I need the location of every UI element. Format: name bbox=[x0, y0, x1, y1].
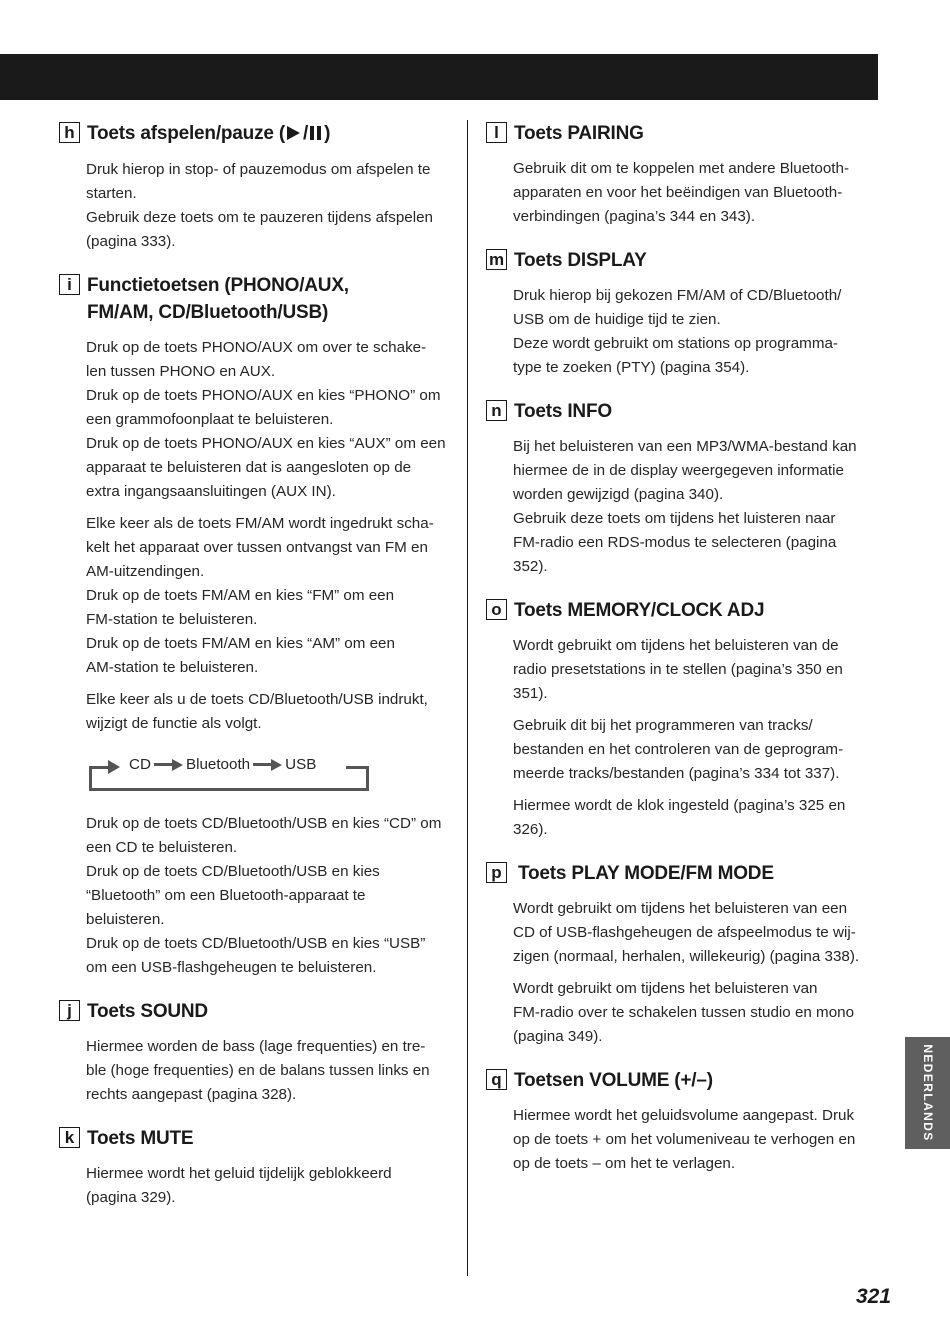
section-heading bbox=[486, 120, 878, 147]
key-label: n bbox=[486, 400, 507, 421]
cycle-item-bluetooth: Bluetooth bbox=[185, 756, 251, 773]
section-n bbox=[486, 398, 878, 579]
page-number: 321 bbox=[856, 1285, 892, 1308]
section-o bbox=[486, 597, 878, 842]
paragraph: Hiermee wordt de klok ingesteld (pagina’s 325 en 326). bbox=[513, 797, 846, 838]
section-q bbox=[486, 1067, 878, 1176]
paragraph: Elke keer als u de toets CD/Bluetooth/USB indrukt, wijzigt de functie als volgt. bbox=[86, 691, 428, 732]
column-divider bbox=[467, 120, 468, 1276]
section-heading bbox=[486, 398, 878, 425]
key-label: q bbox=[486, 1069, 507, 1090]
language-tab bbox=[905, 1037, 950, 1149]
key-label: k bbox=[59, 1127, 80, 1148]
section-title: Toetsen VOLUME (+/–) bbox=[514, 1070, 713, 1091]
section-heading bbox=[59, 272, 451, 326]
left-column bbox=[59, 120, 451, 1224]
section-heading bbox=[59, 120, 451, 148]
play-icon bbox=[287, 126, 300, 140]
arrow-right-icon bbox=[108, 760, 120, 774]
paragraph: Gebruik deze toets om te pauzeren tijdens afspelen (pagina 333). bbox=[86, 209, 433, 250]
arrow-right-icon bbox=[154, 759, 183, 771]
key-label: l bbox=[486, 122, 507, 143]
section-k bbox=[59, 1125, 451, 1210]
paragraph: Druk hierop bij gekozen FM/AM of CD/Bluetooth/ USB om de huidige tijd te zien. Deze wordt gebruikt om stations op programma- type te zoeken (PTY) (pagina 354). bbox=[513, 287, 842, 376]
section-title: Toets INFO bbox=[514, 401, 612, 422]
paragraph: Hiermee worden de bass (lage frequenties) en tre- ble (hoge frequenties) en de balans tussen links en rechts aangepast (pagina 328). bbox=[86, 1038, 430, 1103]
section-heading bbox=[59, 1125, 451, 1152]
language-tab-label: NEDERLANDS bbox=[920, 1044, 935, 1142]
paragraph: Hiermee wordt het geluid tijdelijk geblokkeerd (pagina 329). bbox=[86, 1165, 392, 1206]
section-heading bbox=[486, 597, 878, 624]
cycle-item-cd: CD bbox=[129, 756, 151, 773]
section-m bbox=[486, 247, 878, 380]
paragraph: Gebruik dit om te koppelen met andere Bluetooth- apparaten en voor het beëindigen van Bluetooth- verbindingen (pagina’s 344 en 343). bbox=[513, 160, 850, 225]
paragraph: Wordt gebruikt om tijdens het beluisteren van een CD of USB-flashgeheugen de afspeelmodus te wij- zigen (normaal, herhalen, willekeurig) (pagina 338). bbox=[513, 900, 860, 965]
section-p bbox=[486, 860, 878, 1049]
section-heading bbox=[59, 998, 451, 1025]
section-title: Toets PAIRING bbox=[514, 123, 644, 144]
section-title: Toets PLAY MODE/FM MODE bbox=[518, 863, 774, 884]
paragraph: Wordt gebruikt om tijdens het beluisteren van FM-radio over te schakelen tussen studio en mono (pagina 349). bbox=[513, 980, 855, 1045]
source-cycle-diagram bbox=[86, 754, 366, 790]
section-title: Functietoetsen (PHONO/AUX, FM/AM, CD/Bluetooth/USB) bbox=[87, 275, 349, 323]
key-label: p bbox=[486, 862, 507, 883]
arrow-right-icon bbox=[253, 759, 282, 771]
right-column bbox=[486, 120, 878, 1190]
cycle-item-usb: USB bbox=[285, 756, 317, 773]
paragraph: Bij het beluisteren van een MP3/WMA-bestand kan hiermee de in de display weergegeven informatie worden gewijzigd (pagina 340). Gebruik deze toets om tijdens het luisteren naar FM-radio een RDS-modus te selecteren (pagina 352). bbox=[513, 438, 857, 575]
paragraph: Druk op de toets PHONO/AUX om over te schake- len tussen PHONO en AUX. Druk op de toets PHONO/AUX en kies “PHONO” om een grammofoonplaat te beluisteren. Druk op de toets PHONO/AUX en kies “AUX” om een apparaat te beluisteren dat is aangesloten op de extra ingangsaansluitingen (AUX IN). bbox=[86, 339, 446, 500]
key-label: m bbox=[486, 249, 507, 270]
section-l bbox=[486, 120, 878, 229]
key-label: h bbox=[59, 122, 80, 143]
key-label: j bbox=[59, 1000, 80, 1021]
section-i bbox=[59, 272, 451, 980]
paragraph: Elke keer als de toets FM/AM wordt ingedrukt scha- kelt het apparaat over tussen ontvangst van FM en AM-uitzendingen. Druk op de toets FM/AM en kies “FM” om een FM-station te beluisteren. Druk op de toets FM/AM en kies “AM” om een AM-station te beluisteren. bbox=[86, 515, 434, 676]
section-heading bbox=[486, 247, 878, 274]
section-title: Toets DISPLAY bbox=[514, 250, 647, 271]
section-h bbox=[59, 120, 451, 254]
key-label: i bbox=[59, 274, 80, 295]
section-heading bbox=[486, 1067, 878, 1094]
pause-icon bbox=[310, 121, 324, 148]
section-title: Toets MUTE bbox=[87, 1128, 194, 1149]
paragraph: Wordt gebruikt om tijdens het beluisteren van de radio presetstations in te stellen (pagina’s 350 en 351). bbox=[513, 637, 843, 702]
key-label: o bbox=[486, 599, 507, 620]
section-title: Toets afspelen/pauze ( / ) bbox=[87, 120, 330, 148]
section-title: Toets MEMORY/CLOCK ADJ bbox=[514, 600, 765, 621]
paragraph: Hiermee wordt het geluidsvolume aangepast. Druk op de toets + om het volumeniveau te verhogen en op de toets – om het te verlagen. bbox=[513, 1107, 856, 1172]
section-heading bbox=[486, 860, 878, 887]
section-title: Toets SOUND bbox=[87, 1001, 208, 1022]
paragraph: Druk op de toets CD/Bluetooth/USB en kies “CD” om een CD te beluisteren. Druk op de toets CD/Bluetooth/USB en kies “Bluetooth” om een Bluetooth-apparaat te beluisteren. Druk op de toets CD/Bluetooth/USB en kies “USB” om een USB-flashgeheugen te beluisteren. bbox=[86, 815, 442, 976]
header-bar bbox=[0, 54, 878, 100]
paragraph: Gebruik dit bij het programmeren van tracks/ bestanden en het controleren van de geprogram- meerde tracks/bestanden (pagina’s 334 tot 337). bbox=[513, 717, 844, 782]
paragraph: Druk hierop in stop- of pauzemodus om afspelen te starten. bbox=[86, 161, 431, 202]
section-j bbox=[59, 998, 451, 1107]
